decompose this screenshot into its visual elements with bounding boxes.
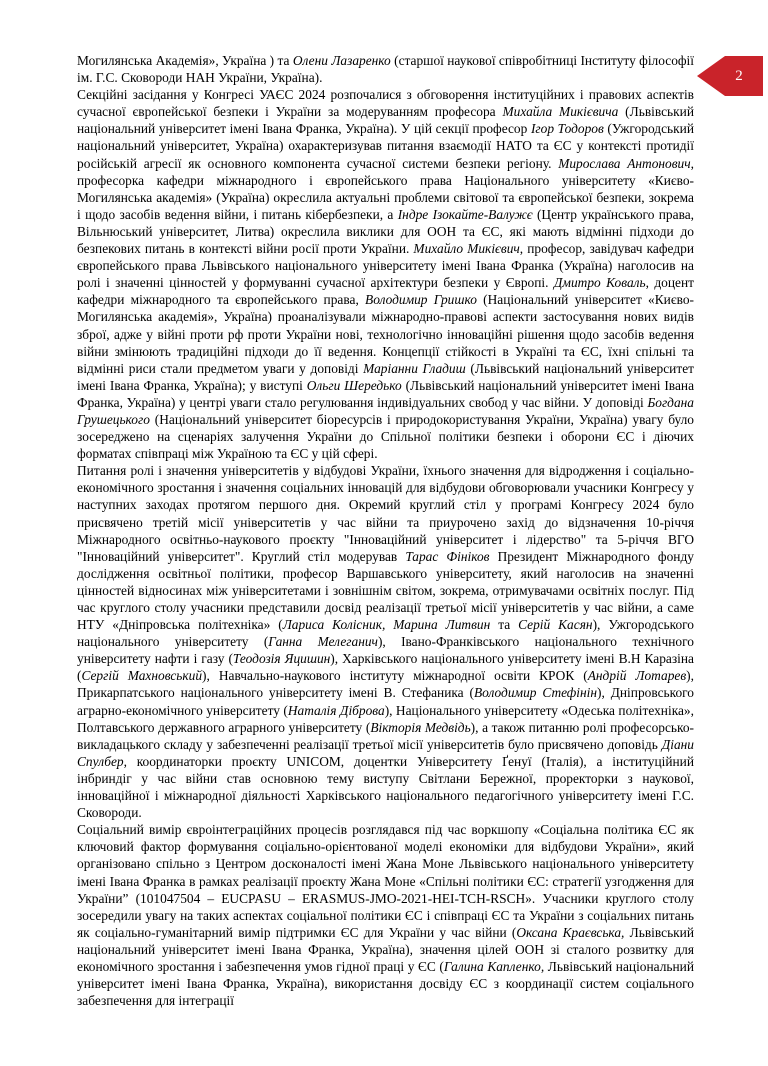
document-body [77, 52, 694, 1009]
italic-name: Сергій Махновський [81, 668, 203, 684]
text-run: (Львівський національний університет імені Івана Франка, Україна); у виступі [77, 360, 694, 393]
text-run: ), Ужгородського національного університету ( [77, 617, 694, 650]
text-run: (Львівський національний університет імені Івана Франка, Україна) у центрі уваги стало регулювання індивідуальних свобод у час війни. У доповіді [77, 377, 695, 410]
italic-name: Дмитро Коваль [553, 275, 646, 291]
text-run: , професор, завідувач кафедри європейського права Львівського національного університету імені Івана Франка (Україна) наголосив на ролі і значенні цінностей у формуванні сучасної архітектури безпеки у Європі. [77, 241, 694, 291]
text-run: (Центр українського права, Вільнюський університет, Литва) окреслила виклики для ООН та ЄС, які мають відмінні підходи до безпекових питань в контексті війни росії проти України. [77, 206, 694, 257]
italic-name: Серій Касян [518, 617, 593, 633]
text-run: ), Харківського національного університету імені В.Н Каразіна ( [77, 651, 694, 684]
italic-name: Діани Спулбер [77, 736, 694, 769]
paragraph [77, 52, 694, 86]
italic-name: Ігор Тодоров [530, 121, 604, 137]
text-run: ), Івано-Франківського національного технічного університету нафти і газу ( [77, 634, 694, 667]
text-run: , доцент кафедри міжнародного та європейського права, [77, 275, 694, 308]
text-run: (Національний університет «Києво-Могилянська академія», Україна) проаналізували міжнародно-правові аспекти застосування нових видів зброї, адже у війні проти рф проти України нові, технологічно інноваційні рішення щодо засобів ведення війни змінюють традиційні підходи до її ведення. Концепції стійкості в Україні та ЄС, їхні спільні та відмінні риси стали предметом уваги у доповіді [77, 292, 694, 376]
italic-name: Михайло Микієвич [413, 241, 520, 257]
italic-name: Мирослава Антонович [558, 155, 691, 171]
italic-name: Володимир Стефінін [474, 685, 598, 701]
italic-name: Ганна Мелеганич [268, 634, 378, 650]
italic-name: Богдана Грушецького [77, 394, 694, 427]
page-number: 2 [735, 68, 743, 84]
text-run: ), Дніпровського аграрно-економічного університету ( [77, 685, 694, 718]
italic-name: Наталія Діброва [287, 702, 385, 718]
text-run: , координаторки проєкту UNICOM, доцентки Університету Ґенуї (Італія), а інституційний інбриндіг у час війни став основною тему виступу Світлани Бережної, проректорки з наукової, інноваційної і міжнародної діяльності Харківського національного педагогічного університету імені Г.С. Сковороди. [77, 753, 694, 821]
italic-name: Оксана Краєвська, [516, 924, 625, 940]
text-run: ), Навчально-наукового інституту міжнародної освіти КРОК ( [202, 668, 588, 684]
text-run: Львівський національний університет імені Івана Франка, Україна), значення цілей ООН зі сталого розвитку для економічного зростання і забезпечення умов гідної праці у ЄС ( [77, 924, 695, 974]
text-run: , професорка кафедри міжнародного і європейського права Національного університету «Києво-Могилянська академія» (Україна) окреслила актуальні проблеми світової та європейської безпеки, зокрема і щодо засобів ведення війни, і питань кібербезпеки, а [77, 155, 695, 222]
text-run: (старшої наукової співробітниці Інституту філософії ім. Г.С. Сковороди НАН України, Україна). [77, 53, 695, 86]
italic-name: Михайла Микієвича [502, 104, 619, 120]
text-run: (Львівський національний університет імені Івана Франка, Україна). У цій секції професор [77, 104, 694, 137]
italic-name: Теодозія Яцишин [232, 651, 331, 667]
text-run: Львівський національний університет імені Івана Франка, Україна), використання досвіду ЄС з координації систем соціального забезпечення для інтеграції [77, 958, 694, 1009]
italic-name: Галина Капленко, [443, 958, 545, 974]
italic-name: Володимир Гришко [365, 292, 477, 308]
paragraph [77, 821, 694, 1009]
italic-name: Андрій Лотарев [587, 668, 687, 684]
page-number-marker [697, 56, 763, 96]
text-run: Соціальний вимір євроінтеграційних процесів розглядався під час воркшопу «Соціальна політика ЄС як ключовий фактор формування соціально-орієнтованої моделі економіки для відбудови України», який організовано спільно з Центром досконалості імені Жана Моне Львівського національного університету імені Івана Франка в рамках реалізації проєкту Жана Моне «Спільні політики ЄС: стратегії узгодження для України” (101047504 – EUCPASU – ERASMUS-JMO-2021-HEI-TCH-RSCH». Учасники круглого столу зосередили увагу на таких аспектах соціальної політики ЄС і співпраці ЄС та України з соціальних питань як соціально-гуманітарний вимір підтримки ЄС для України у час війни ( [77, 822, 694, 940]
text-run: Президент Міжнародного фонду дослідження освітньої політики, професор Варшавського університету, який наголосив на значенні цінностей відносинах між університетами і зовнішнім світом, зокрема, отримувачами освітніх послуг. Під час круглого столу учасники представили досвід реалізації третьої місії університетів у час війни, а саме НТУ «Дніпровська політехніка» ( [77, 548, 694, 633]
text-run: ), а також питанню ролі професорсько-викладацького складу у забезпеченні реалізації третьої місії університетів було присвячено доповідь [77, 719, 694, 752]
text-run: Секційні засідання у Конгресі УАЄС 2024 розпочалися з обговорення інституційних і правових аспектів сучасної європейської безпеки і України за модеруванням професора [77, 87, 694, 120]
text-run: (Національний університет біоресурсів і природокористування України, Україна) увагу було зосереджено на сценаріях залучення України до Спільної політики безпеки і оборони ЄС і діючих форматах співпраці між Україною та ЄС у цій сфері. [77, 411, 694, 462]
text-run: ), Прикарпатського національного університету імені В. Стефаника ( [77, 668, 694, 701]
italic-name: Ольги Шередько [306, 377, 402, 393]
text-run: та [490, 617, 519, 633]
italic-name: Лариса Колісник, Марина Литвин [282, 617, 491, 633]
italic-name: Олени Лазаренко [292, 53, 391, 68]
text-run: ), Національного університету «Одеська політехніка», Полтавського державного аграрного університету ( [77, 702, 694, 735]
text-run: Питання ролі і значення університетів у відбудові України, їхнього значення для відродження і соціально-економічного зростання і значення соціальних інновацій для відбудови обговорювали учасники Конгресу у наступних заходах протягом першого дня. Окремий круглий стіл у програмі Конгресу 2024 було присвячено третій місії університетів у час війни та приурочено захід до відзначення 10-річчя Міжнародного освітньо-наукового проєкту "Інноваційний університет і лідерство" та 5-річчя ВГО "Інноваційний університет". Круглий стіл модерував [77, 463, 694, 564]
text-run: (Ужгородський національний університет, Україна) охарактеризував питання взаємодії НАТО та ЄС у контексті протидії російській агресії як основного компонента сучасної системи безпеки регіону. [77, 121, 694, 171]
paragraph [77, 86, 694, 462]
text-run: Могилянська Академія», Україна ) та [77, 53, 293, 68]
italic-name: Тарас Фініков [405, 548, 490, 564]
italic-name: Маріанни Гладиш [363, 360, 466, 376]
paragraph [77, 462, 694, 821]
italic-name: Вікторія Медвідь [370, 719, 471, 735]
italic-name: Індре Ізокайте-Валужє [397, 206, 533, 222]
